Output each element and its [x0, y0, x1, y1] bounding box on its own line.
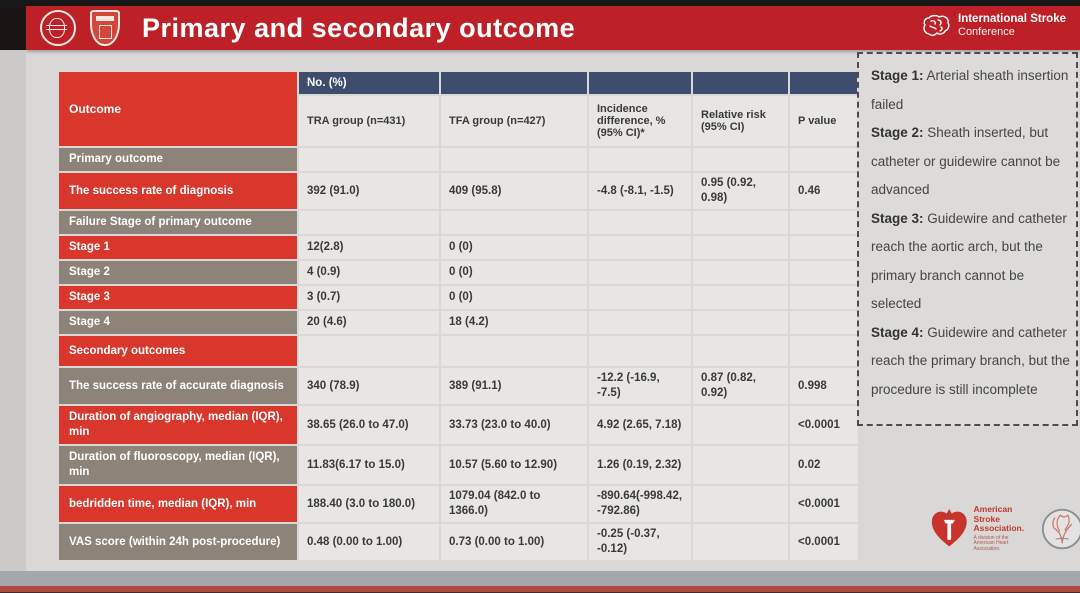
stage-4-label: Stage 4: — [871, 324, 924, 340]
table-cell — [790, 261, 858, 284]
table-cell — [693, 406, 788, 444]
table-cell — [299, 148, 439, 171]
photo-bottom-bar — [0, 571, 1080, 586]
group-header-spacer — [441, 72, 587, 94]
asa-sub-1: A division of the — [973, 534, 1009, 541]
row-label: Stage 4 — [59, 311, 297, 334]
table-cell — [589, 261, 691, 284]
row-label: Stage 2 — [59, 261, 297, 284]
table-cell: -890.64(-998.42, -792.86) — [589, 486, 691, 522]
table-row — [59, 336, 858, 366]
row-label: The success rate of diagnosis — [59, 173, 297, 209]
photo-left-dark — [0, 6, 26, 50]
table-cell — [299, 336, 439, 366]
stage-definition-4 — [871, 319, 1070, 405]
table-cell — [790, 286, 858, 309]
asa-heart-torch-icon — [930, 506, 969, 552]
table-row — [59, 286, 858, 309]
table-row — [59, 486, 858, 522]
column-header-incidence: Incidence difference, % (95% CI)* — [589, 96, 691, 146]
stage-definition-3 — [871, 205, 1070, 319]
table-cell — [589, 236, 691, 259]
table-row — [59, 148, 858, 171]
table-cell — [589, 311, 691, 334]
table-cell: 389 (91.1) — [441, 368, 587, 404]
row-label: Failure Stage of primary outcome — [59, 211, 297, 234]
table-cell: 38.65 (26.0 to 47.0) — [299, 406, 439, 444]
outcome-table — [57, 70, 848, 562]
row-label: bedridden time, median (IQR), min — [59, 486, 297, 522]
table-cell — [693, 261, 788, 284]
brain-icon — [921, 14, 951, 38]
table-cell — [441, 211, 587, 234]
table-cell: 3 (0.7) — [299, 286, 439, 309]
asa-word-2: Stroke — [973, 513, 1000, 524]
table-row — [59, 261, 858, 284]
table-cell — [790, 236, 858, 259]
isc-logo — [921, 13, 1066, 39]
table-group-header-row — [59, 72, 858, 94]
table-cell: 0.02 — [790, 446, 858, 484]
table-cell: 20 (4.6) — [299, 311, 439, 334]
row-label: Stage 1 — [59, 236, 297, 259]
table-cell — [693, 446, 788, 484]
table-cell: 10.57 (5.60 to 12.90) — [441, 446, 587, 484]
table-cell: 4 (0.9) — [299, 261, 439, 284]
table-cell: 18 (4.2) — [441, 311, 587, 334]
table-cell: 33.73 (23.0 to 40.0) — [441, 406, 587, 444]
column-header-tfa: TFA group (n=427) — [441, 96, 587, 146]
asa-wordmark — [974, 505, 1032, 552]
table-row — [59, 311, 858, 334]
table-cell: 0.998 — [790, 368, 858, 404]
table-cell: <0.0001 — [790, 406, 858, 444]
table-cell — [693, 211, 788, 234]
table-row — [59, 406, 858, 444]
page-title: Primary and secondary outcome — [142, 12, 576, 43]
table-cell: 1079.04 (842.0 to 1366.0) — [441, 486, 587, 522]
column-header-tra: TRA group (n=431) — [299, 96, 439, 146]
table-cell: 1.26 (0.19, 2.32) — [589, 446, 691, 484]
table-cell: 0.73 (0.00 to 1.00) — [441, 524, 587, 560]
table-cell: <0.0001 — [790, 486, 858, 522]
table-cell: -12.2 (-16.9, -7.5) — [589, 368, 691, 404]
photo-left-edge — [0, 50, 26, 575]
table-row — [59, 368, 858, 404]
table-row — [59, 211, 858, 234]
table-row — [59, 173, 858, 209]
table-cell — [790, 311, 858, 334]
table-cell: -0.25 (-0.37, -0.12) — [589, 524, 691, 560]
table-cell: 392 (91.0) — [299, 173, 439, 209]
table-cell: 340 (78.9) — [299, 368, 439, 404]
stage-1-label: Stage 1: — [871, 68, 924, 83]
table-cell: 188.40 (3.0 to 180.0) — [299, 486, 439, 522]
stage-definition-2 — [871, 119, 1070, 205]
table-cell: 0 (0) — [441, 236, 587, 259]
table-cell: -4.8 (-8.1, -1.5) — [589, 173, 691, 209]
column-header-pvalue: P value — [790, 96, 858, 146]
asa-word-3: Association. — [973, 523, 1025, 533]
isc-name: International Stroke — [958, 13, 1066, 25]
stage-1-text: Arterial sheath insertion failed — [871, 68, 1069, 112]
group-header-spacer — [589, 72, 691, 94]
asa-logo — [930, 505, 1031, 552]
stage-definitions-panel — [857, 52, 1078, 426]
row-label: Duration of angiography, median (IQR), min — [59, 406, 297, 444]
asa-word-1: American — [973, 504, 1013, 514]
column-header-relrisk: Relative risk (95% CI) — [693, 96, 788, 146]
group-header-no-pct: No. (%) — [299, 72, 439, 94]
table-cell — [790, 148, 858, 171]
table-row — [59, 524, 858, 560]
stage-2-text: Sheath inserted, but catheter or guidewire cannot be advanced — [871, 125, 1061, 197]
table-cell — [299, 211, 439, 234]
table-cell: 0.48 (0.00 to 1.00) — [299, 524, 439, 560]
table-cell — [693, 486, 788, 522]
group-header-spacer — [790, 72, 858, 94]
table-cell: 4.92 (2.65, 7.18) — [589, 406, 691, 444]
table-cell — [693, 236, 788, 259]
table-cell: 11.83(6.17 to 15.0) — [299, 446, 439, 484]
table-cell: 0 (0) — [441, 261, 587, 284]
group-header-spacer — [693, 72, 788, 94]
table-cell — [693, 524, 788, 560]
footer-logos — [930, 505, 1080, 552]
stage-3-label: Stage 3: — [871, 210, 924, 226]
table-cell: 0.46 — [790, 173, 858, 209]
stage-definition-1 — [871, 62, 1070, 119]
asa-sub-2: American Heart Association. — [973, 540, 1009, 552]
column-header-outcome: Outcome — [59, 72, 297, 146]
row-label: Duration of fluoroscopy, median (IQR), min — [59, 446, 297, 484]
institution-shield-logo — [90, 10, 120, 46]
table-cell — [693, 286, 788, 309]
table-cell: 409 (95.8) — [441, 173, 587, 209]
table-row — [59, 446, 858, 484]
row-label: The success rate of accurate diagnosis — [59, 368, 297, 404]
institution-logos — [40, 10, 120, 46]
table-cell — [589, 336, 691, 366]
stage-3-text: Guidewire and catheter reach the aortic arch, but the primary branch cannot be selected — [871, 210, 1067, 311]
institution-seal-logo — [40, 10, 76, 46]
vascular-society-logo — [1041, 506, 1080, 552]
table-cell — [589, 286, 691, 309]
table-cell — [693, 311, 788, 334]
table-cell — [790, 336, 858, 366]
table-cell — [589, 211, 691, 234]
table-cell: <0.0001 — [790, 524, 858, 560]
table-cell: 12(2.8) — [299, 236, 439, 259]
isc-sub: Conference — [958, 26, 1015, 38]
table-cell — [693, 148, 788, 171]
table-row — [59, 236, 858, 259]
table-cell: 0 (0) — [441, 286, 587, 309]
row-label: Secondary outcomes — [59, 336, 297, 366]
row-label: Primary outcome — [59, 148, 297, 171]
stage-4-text: Guidewire and catheter reach the primary branch, but the procedure is still incomplete — [871, 324, 1070, 397]
table-cell — [441, 148, 587, 171]
table-cell: 0.95 (0.92, 0.98) — [693, 173, 788, 209]
outcome-table-head — [59, 72, 858, 146]
table-cell — [441, 336, 587, 366]
title-banner — [26, 6, 1080, 50]
table-cell — [693, 336, 788, 366]
row-label: VAS score (within 24h post-procedure) — [59, 524, 297, 560]
stage-2-label: Stage 2: — [871, 125, 924, 140]
table-cell — [589, 148, 691, 171]
table-cell: 0.87 (0.82, 0.92) — [693, 368, 788, 404]
table-cell — [790, 211, 858, 234]
outcome-table-body — [59, 148, 858, 560]
row-label: Stage 3 — [59, 286, 297, 309]
